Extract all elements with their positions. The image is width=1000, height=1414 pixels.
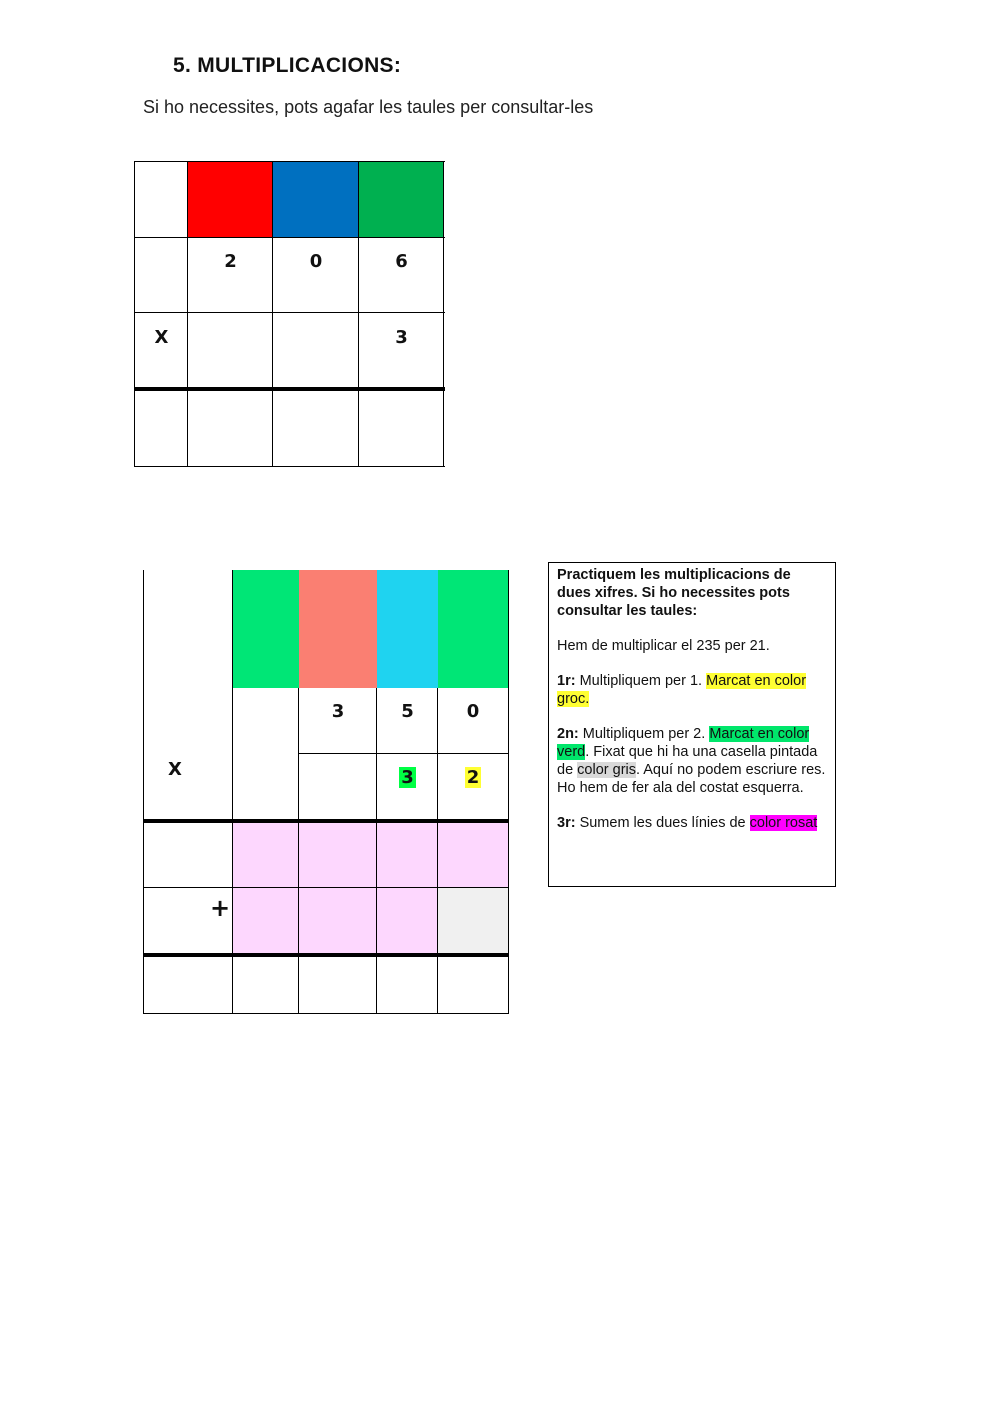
ex2-multiplier-digit [438,754,508,800]
highlight-green: Marcat en color verd [557,726,810,760]
ex2-grid-line [376,688,377,1014]
ex2-blocked-cell [438,888,508,954]
ex2-color-salmon [299,570,377,688]
ex2-partial-cell[interactable] [377,888,438,954]
ex2-result-line [143,953,509,957]
section-subtitle: Si ho necessites, pots agafar les taules per consultar-les [143,97,594,117]
ex1-operator: X [154,326,169,348]
ex1-answer-input[interactable] [189,392,272,466]
ex1-color-red [188,162,273,237]
ex2-plus-sign: + [209,894,231,922]
instructions-step1: 1r: Multipliquem per 1. Marcat en color groc. [557,673,807,707]
ex2-result-cell[interactable] [438,958,508,1013]
ex1-result-line [134,387,445,391]
ex2-partial-cell[interactable] [438,823,508,887]
instructions-step3: 3r: Sumem les dues línies de color rosat [557,815,818,831]
ex1-grid-line [134,161,445,162]
ex1-answer-cell[interactable] [189,392,272,466]
ex2-multiplier-digit [377,754,438,800]
ex2-partial-cell[interactable] [233,823,299,887]
ex2-grid-line [508,570,509,1014]
ex2-partial-cell[interactable] [377,823,438,887]
ex1-answer-input[interactable] [360,392,443,466]
ex2-grid-line [437,688,438,1014]
ex1-top-digit: 0 [309,250,323,272]
ex1-grid-line [134,161,135,467]
ex1-grid-line [134,312,445,313]
ex2-grid-line [232,570,233,1014]
ex1-grid-line [187,161,188,467]
ex2-operator: X [168,758,182,780]
ex2-multiplier-digit-text: 2 [466,766,480,788]
ex1-top-digit: 2 [224,250,237,272]
ex2-result-cell[interactable] [299,958,377,1013]
ex2-partial-cell[interactable] [233,888,299,954]
ex1-answer-input[interactable] [136,392,187,466]
section-title: 5. MULTIPLICACIONS: [173,54,402,77]
ex2-result-cell[interactable] [233,958,299,1013]
ex2-grid-line [298,688,299,1014]
ex1-color-green [359,162,444,237]
ex1-grid-line [443,161,444,467]
instructions-intro: Hem de multiplicar el 235 per 21. [557,638,770,654]
highlight-yellow: Marcat en color groc. [557,673,807,707]
ex1-answer-cell[interactable] [360,392,443,466]
ex2-multiplier-digit-text: 3 [401,766,414,788]
highlight-gray: color gris [577,762,636,778]
instructions-step2: 2n: Multipliquem per 2. Marcat en color verd. Fixat que hi ha una casella pintada de color gris. Aquí no podem escriure res. Ho hem de fer ala del costat esquerra. [557,726,826,796]
ex1-grid-line [358,161,359,467]
ex1-answer-cell[interactable] [136,392,187,466]
ex2-grid-line [143,1013,509,1014]
ex1-color-blue [273,162,359,237]
ex1-answer-cell[interactable] [274,392,358,466]
ex1-answer-input[interactable] [274,392,358,466]
ex1-top-digit: 6 [395,250,408,272]
ex2-partial-cell[interactable] [299,888,377,954]
ex2-color-green [438,570,508,688]
ex2-top-digit: 0 [466,701,480,722]
ex2-grid-line [143,570,144,1014]
instructions-heading: Practiquem les multiplicacions de dues xifres. Si ho necessites pots consultar les taules: [557,567,791,619]
ex2-color-cyan [377,570,438,688]
ex1-grid-line [134,237,445,238]
ex2-partial-cell[interactable] [299,823,377,887]
ex1-grid-line [134,466,445,467]
ex2-result-line [143,819,509,823]
highlight-magenta: color rosat [749,815,818,831]
ex2-result-cell[interactable] [377,958,438,1013]
instructions-box [548,562,836,887]
ex2-result-cell[interactable] [144,958,232,1013]
ex2-grid-line [143,887,509,888]
ex1-multiplier-digit: 3 [395,326,408,348]
ex2-top-digit: 3 [331,701,345,722]
ex1-grid-line [272,161,273,467]
ex2-color-green [233,570,299,688]
ex2-grid-line [299,753,509,754]
ex2-top-digit: 5 [401,701,414,722]
